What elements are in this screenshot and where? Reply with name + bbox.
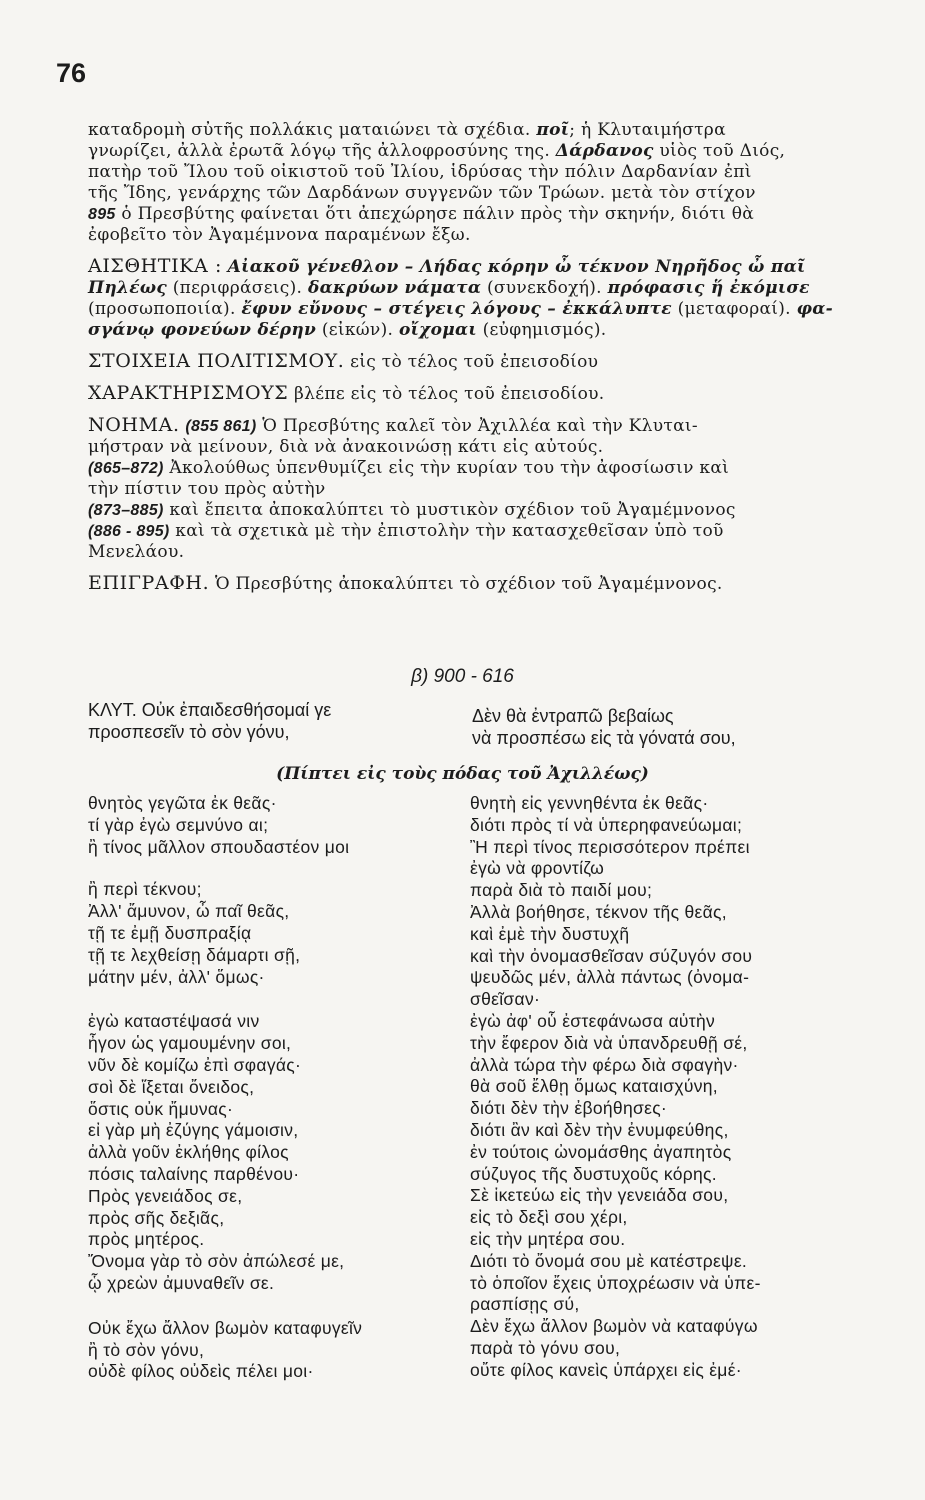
aisthitika-section: ΑΙΣΘΗΤΙΚΑ : Αἰακοῦ γένεθλον – Λήδας κόρην ὦ τέκνον Νηρῆδος ὦ παῖ [88, 255, 806, 277]
verse-line: ἀλλὰ γοῦν ἐκλήθης φίλος [88, 1142, 289, 1163]
verse-line: τῇ τε λεχθείσῃ δάμαρτι σῇ, [88, 944, 301, 965]
verse-line: Ἀλλ' ἄμυνον, ὦ παῖ θεᾶς, [88, 901, 290, 922]
verse-line: πρὸς σῆς δεξιᾶς, [88, 1207, 225, 1228]
verse-line: θνητὸς γεγῶτα ἐκ θεᾶς· [88, 793, 277, 813]
translation-line: οὔτε φίλος κανεὶς ὑπάρχει εἰς ἐμέ· [470, 1359, 742, 1380]
verse-line: Πρὸς γενειάδος σε, [88, 1185, 243, 1206]
epigrafi-section: ΕΠΙΓΡΑΦΗ. Ὁ Πρεσβύτης ἀποκαλύπτει τὸ σχέδιον τοῦ Ἀγαμέμνονος. [88, 572, 723, 594]
verse-line: Οὐκ ἔχω ἄλλον βωμὸν καταφυγεῖν [88, 1317, 363, 1338]
verse-line: μάτην μέν, ἀλλ' ὅμως· [88, 966, 265, 987]
verse-line: πόσις ταλαίνης παρθένου· [88, 1163, 300, 1184]
translation-line: σθεῖσαν· [470, 989, 541, 1010]
verse-line: εἰ γὰρ μὴ ἐζύγης γάμοισιν, [88, 1120, 299, 1141]
translation-line: διότι ἂν καὶ δὲν τὴν ἐνυμφεύθης, [470, 1119, 729, 1140]
translation-line: εἰς τὴν μητέρα σου. [470, 1228, 626, 1249]
verse-line: πρὸς μητέρος. [88, 1229, 205, 1250]
translation-line: ἀλλὰ τώρα τὴν φέρω διὰ σφαγὴν· [470, 1054, 739, 1075]
translation-line: διότι πρὸς τί νὰ ὑπερηφανεύωμαι; [470, 814, 743, 835]
aisthitika-line: (προσωποποιία). ἔφυν εὔνους – στέγεις λόγους – ἐκκάλυπτε (μεταφοραί). φα- [88, 299, 834, 319]
noima-line: (865–872) Ἀκολούθως ὑπενθυμίζει εἰς τὴν κυρίαν του τὴν ἀφοσίωσιν καὶ [88, 458, 730, 478]
verse-line: οὐδὲ φίλος οὐδεὶς πέλει μοι· [88, 1361, 314, 1382]
translation-line: παρὰ διὰ τὸ παιδί μου; [470, 880, 653, 901]
verse-line: νῦν δὲ κομίζω ἐπὶ σφαγάς· [88, 1054, 302, 1075]
noima-line: Μενελάου. [88, 542, 185, 562]
noima-line: μήστραν νὰ μείνουν, διὰ νὰ ἀνακοινώσῃ κάτι εἰς αὐτούς. [88, 437, 604, 457]
translation-line: διότι δὲν τὴν ἐβοήθησες· [470, 1098, 668, 1119]
translation-line: ἐγὼ ἀφ' οὗ ἐστεφάνωσα αὐτὴν [470, 1010, 716, 1031]
translation-line: ἐν τούτοις ὠνομάσθης ἀγαπητὸς [470, 1141, 732, 1162]
commentary-line: γνωρίζει, ἀλλὰ ἐρωτᾶ λόγῳ τῆς ἀλλοφροσύνης της. Δάρδανος υἱὸς τοῦ Διός, [88, 141, 786, 161]
translation-line: τὸ ὁποῖον ἔχεις ὑποχρέωσιν νὰ ὑπε- [470, 1272, 761, 1293]
stage-direction: (Πίπτει εἰς τοὺς πόδας τοῦ Ἀχιλλέως) [276, 764, 649, 784]
translation-line: Διότι τὸ ὄνομά σου μὲ κατέστρεψε. [470, 1250, 748, 1271]
noima-line: (886 - 895) καὶ τὰ σχετικὰ μὲ τὴν ἐπιστολὴν τὴν κατασχεθεῖσαν ὑπὸ τοῦ [88, 521, 724, 541]
xaraktirismoi-section: ΧΑΡΑΚΤΗΡΙΣΜΟΥΣ βλέπε εἰς τὸ τέλος τοῦ ἐπεισοδίου. [88, 382, 605, 404]
stoixeia-section: ΣΤΟΙΧΕΙΑ ΠΟΛΙΤΙΣΜΟΥ. εἰς τὸ τέλος τοῦ ἐπεισοδίου [88, 350, 599, 372]
translation-line: Ἢ περὶ τίνος περισσότερον πρέπει [470, 836, 750, 857]
translation-line: ρασπίσῃς σύ, [470, 1294, 580, 1315]
commentary-line: πατὴρ τοῦ Ἴλου τοῦ οἰκιστοῦ τοῦ Ἰλίου, ἱδρύσας τὴν πόλιν Δαρδανίαν ἐπὶ [88, 162, 752, 182]
verse-line: ἢ τὸ σὸν γόνυ, [88, 1339, 205, 1360]
commentary-line: ἐφοβεῖτο τὸν Ἀγαμέμνονα παραμένων ἔξω. [88, 225, 471, 245]
translation-line: σύζυγος τῆς δυστυχοῦς κόρης. [470, 1163, 717, 1184]
noima-line: τὴν πίστιν του πρὸς αὐτὴν [88, 479, 326, 499]
translation-line: Ἀλλὰ βοήθησε, τέκνον τῆς θεᾶς, [470, 901, 727, 922]
verse-line: ὅστις οὐκ ἤμυνας· [88, 1098, 234, 1119]
speaker-translation: Δὲν θὰ ἐντραπῶ βεβαίως νὰ προσπέσω εἰς τὰ γόνατά σου, [472, 706, 736, 748]
page-number: 76 [56, 58, 87, 88]
noima-section: ΝΟΗΜΑ. (855 861) Ὁ Πρεσβύτης καλεῖ τὸν Ἀχιλλέα καὶ τὴν Κλυται- [88, 414, 698, 436]
verse-line: σοὶ δὲ ἵξεται ὄνειδος, [88, 1076, 255, 1097]
commentary-line: καταδρομὴ σὐτῆς πολλάκις ματαιώνει τὰ σχέδια. ποῖ; ἡ Κλυταιμήστρα [88, 120, 726, 140]
translation-line: καὶ ἐμὲ τὴν δυστυχῆ [470, 923, 630, 944]
verse-line: ἐγὼ καταστέψασά νιν [88, 1011, 260, 1032]
translation-line: ἐγὼ νὰ φροντίζω [470, 858, 605, 879]
verse-line: ᾧ χρεὼν ἀμυναθεῖν σε. [88, 1272, 275, 1293]
verse-line: ἦγον ὡς γαμουμένην σοι, [88, 1033, 292, 1054]
commentary-line: 895 ὁ Πρεσβύτης φαίνεται ὅτι ἀπεχώρησε πάλιν πρὸς τὴν σκηνήν, διότι θὰ [88, 204, 755, 224]
speaker-name: ΚΛΥΤ. [88, 700, 137, 720]
translation-line: Σὲ ἱκετεύω εἰς τὴν γενειάδα σου, [470, 1185, 729, 1206]
translation-line: εἰς τὸ δεξὶ σου χέρι, [470, 1207, 628, 1228]
verse-line: τῇ τε ἐμῇ δυσπραξίᾳ [88, 922, 252, 943]
translation-line: θὰ σοῦ ἔλθῃ ὅμως καταισχύνη, [470, 1076, 718, 1097]
verse-line: τί γὰρ ἐγὼ σεμνύνο αι; [88, 814, 269, 835]
translation-column [470, 793, 761, 1382]
translation-line: παρὰ τὸ γόνυ σου, [470, 1337, 621, 1358]
speaker-greek: ΚΛΥΤ. Οὐκ ἐπαιδεσθήσομαί γε προσπεσεῖν τὸ σὸν γόνυ, [88, 700, 332, 742]
verse-line: ἢ τίνος μᾶλλον σπουδαστέον μοι [88, 836, 350, 857]
noima-line: (873–885) καὶ ἔπειτα ἀποκαλύπτει τὸ μυστικὸν σχέδιον τοῦ Ἀγαμέμνονος [88, 500, 736, 520]
translation-line: Δὲν ἔχω ἄλλον βωμὸν νὰ καταφύγω [470, 1316, 758, 1337]
translation-line: τὴν ἔφερον διὰ νὰ ὑπανδρευθῇ σέ, [470, 1032, 748, 1053]
translation-line: ψευδῶς μέν, ἀλλὰ πάντως (ὀνομα- [470, 967, 750, 988]
commentary-line: τῆς Ἴδης, γενάρχης τῶν Δαρδάνων συγγενῶν τῶν Τρώων. μετὰ τὸν στίχον [88, 183, 756, 203]
commentary [88, 120, 878, 595]
aisthitika-line: σγάνῳ φονεύων δέρην (εἰκών). οἴχομαι (εὐφημισμός). [88, 320, 607, 340]
greek-text-column [88, 793, 362, 1383]
section-header: β) 900 - 616 [411, 666, 514, 687]
verse-line: ἢ περὶ τέκνου; [88, 879, 202, 900]
verse-line: Ὄνομα γὰρ τὸ σὸν ἀπώλεσέ με, [88, 1251, 345, 1272]
translation-line: θνητὴ εἰς γεννηθέντα ἐκ θεᾶς· [470, 793, 709, 813]
translation-line: καὶ τὴν ὀνομασθεῖσαν σύζυγόν σου [470, 945, 753, 966]
aisthitika-line: Πηλέως (περιφράσεις). δακρύων νάματα (συνεκδοχή). πρόφασις ἥ ἐκόμισε [88, 278, 810, 298]
